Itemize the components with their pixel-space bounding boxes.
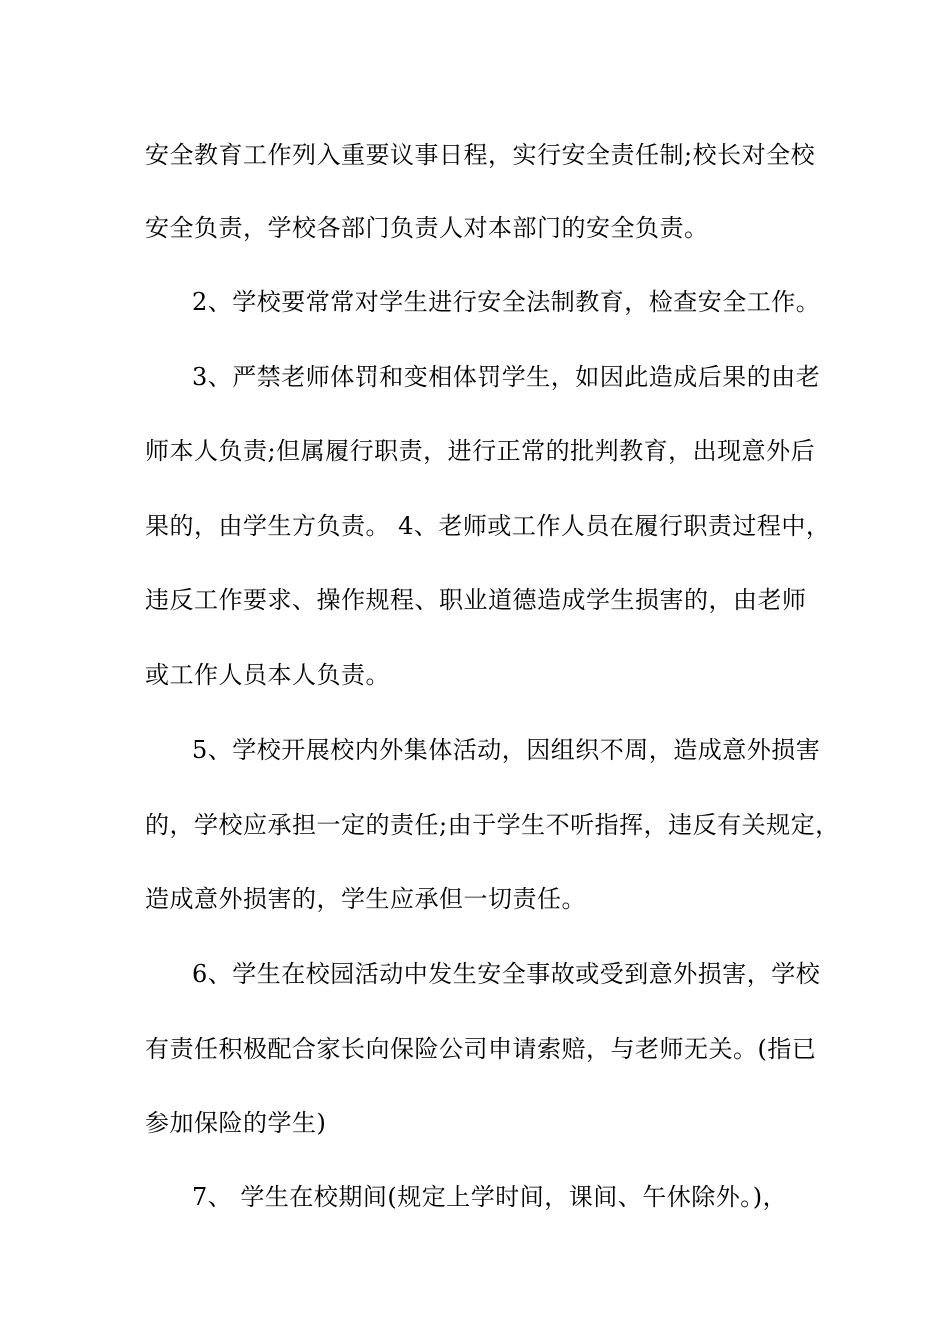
text-line-12: 6、学生在校园活动中发生安全事故或受到意外损害，学校	[192, 960, 821, 988]
text-line-14: 参加保险的学生)	[145, 1109, 327, 1137]
text-line-13: 有责任积极配合家长向保险公司申请索赔，与老师无关。(指已	[145, 1035, 817, 1063]
text-line-11: 造成意外损害的，学生应承但一切责任。	[145, 885, 586, 913]
text-line-4: 3、严禁老师体罚和变相体罚学生，如因此造成后果的由老	[192, 363, 821, 391]
text-line-15: 7、 学生在校期间(规定上学时间，课间、午休除外。)，	[192, 1183, 788, 1211]
text-line-1: 安全教育工作列入重要议事日程，实行安全责任制;校长对全校	[145, 141, 816, 169]
text-line-6: 果的，由学生方负责。 4、老师或工作人员在履行职责过程中，	[145, 512, 831, 540]
text-line-2: 安全负责，学校各部门负责人对本部门的安全负责。	[145, 214, 709, 242]
text-line-3: 2、学校要常常对学生进行安全法制教育，检查安全工作。	[192, 288, 821, 316]
text-line-10: 的，学校应承担一定的责任;由于学生不听指挥，违反有关规定，	[145, 811, 840, 839]
text-line-5: 师本人负责;但属履行职责，进行正常的批判教育，出现意外后	[145, 437, 816, 465]
text-line-7: 违反工作要求、操作规程、职业道德造成学生损害的，由老师	[145, 586, 807, 614]
text-line-8: 或工作人员本人负责。	[145, 661, 390, 689]
text-line-9: 5、学校开展校内外集体活动，因组织不周，造成意外损害	[192, 736, 821, 764]
